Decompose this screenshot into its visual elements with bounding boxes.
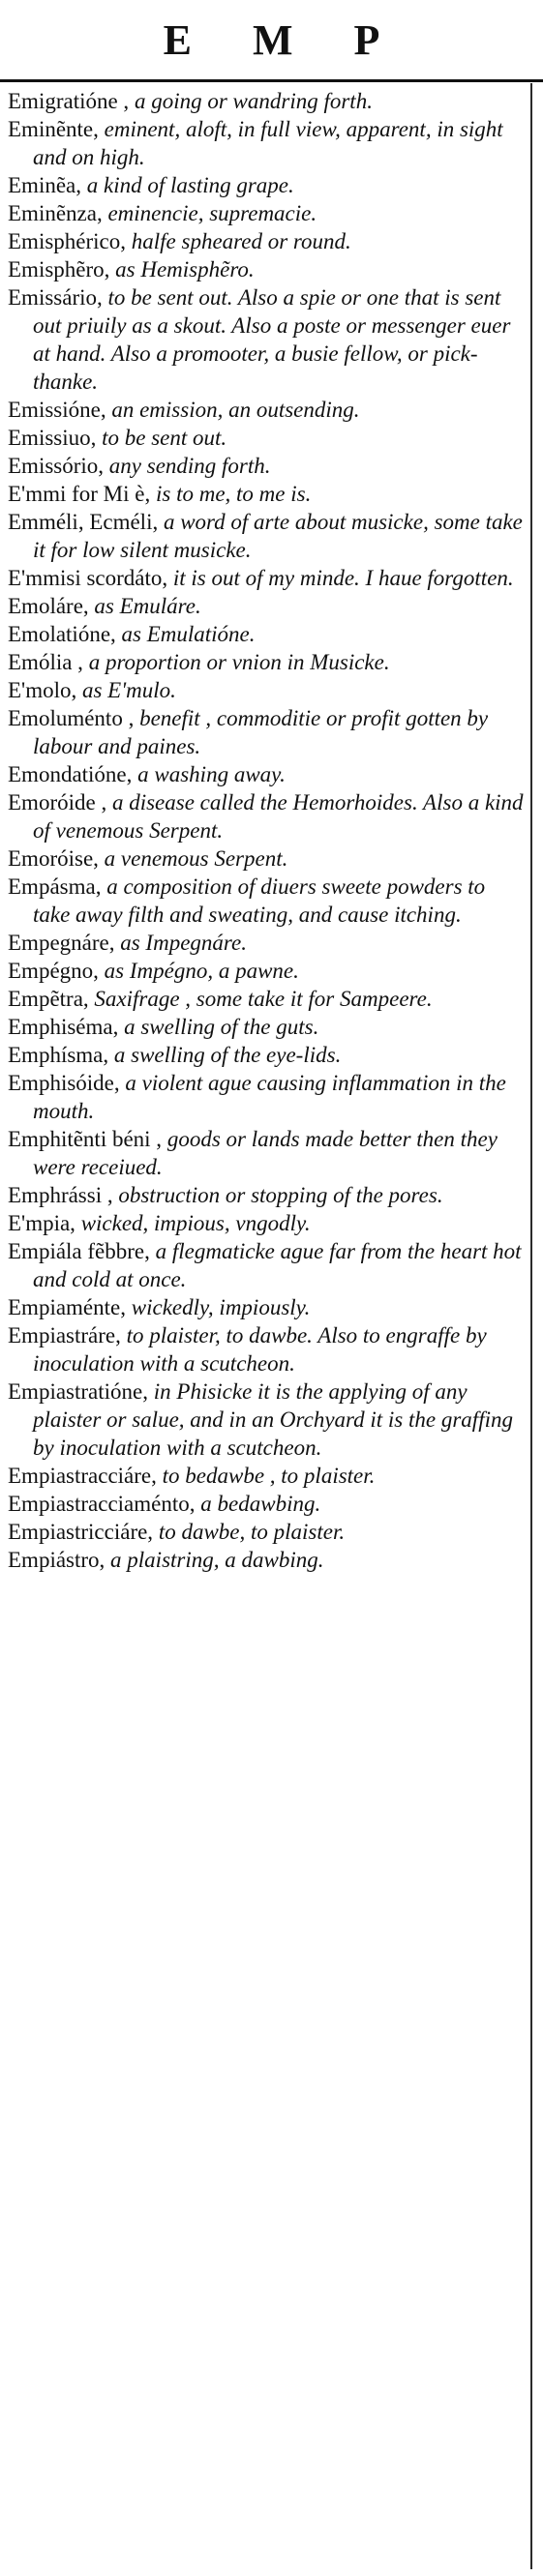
headword: Emphitẽnti béni , bbox=[8, 1127, 163, 1151]
headword: Empiastracciáre, bbox=[8, 1464, 157, 1488]
headword: E'molo, bbox=[8, 678, 77, 702]
entry-emolatione bbox=[8, 620, 525, 648]
headword: E'mmisi scordáto, bbox=[8, 566, 168, 590]
entry-emisphero bbox=[8, 255, 525, 283]
header-rule bbox=[0, 79, 543, 82]
definition: a plaistring, a dawbing. bbox=[105, 1548, 324, 1572]
entry-list bbox=[8, 87, 525, 1574]
entry-emissorio bbox=[8, 452, 525, 480]
definition: eminent, aloft, in full view, apparent, in sight and on high. bbox=[33, 117, 503, 169]
definition: it is out of my minde. I haue forgotten. bbox=[167, 566, 514, 590]
entry-eminea bbox=[8, 171, 525, 199]
headword: Emolatióne, bbox=[8, 622, 116, 646]
definition: a disease called the Hemorhoides. Also a kind of venemous Serpent. bbox=[33, 790, 524, 843]
entry-emolia bbox=[8, 648, 525, 676]
headword: Emméli, Ecméli, bbox=[8, 510, 159, 534]
entry-empegno bbox=[8, 957, 525, 985]
definition: as E'mulo. bbox=[76, 678, 176, 702]
headword: Empégno, bbox=[8, 959, 99, 983]
entry-emmeli bbox=[8, 508, 525, 564]
entry-eminenza bbox=[8, 199, 525, 227]
headword: Emphrássi , bbox=[8, 1183, 113, 1207]
definition: a going or wandring forth. bbox=[129, 89, 373, 113]
headword: Emoluménto , bbox=[8, 706, 135, 730]
headword: Emondatióne, bbox=[8, 762, 133, 786]
headword: Emissióne, bbox=[8, 398, 106, 422]
definition: to be sent out. bbox=[96, 426, 227, 450]
definition: a kind of lasting grape. bbox=[81, 173, 294, 197]
definition: eminencie, supremacie. bbox=[102, 201, 317, 225]
entry-empasma bbox=[8, 873, 525, 929]
definition: obstruction or stopping of the pores. bbox=[112, 1183, 443, 1207]
entry-emissario bbox=[8, 283, 525, 396]
definition: halfe spheared or round. bbox=[126, 229, 351, 253]
definition: in Phisicke it is the applying of any plaister or salue, and in an Orchyard it is the graffing by inoculation with a scutcheon. bbox=[33, 1379, 513, 1460]
definition: a word of arte about musicke, some take it for low silent musicke. bbox=[33, 510, 523, 562]
headword: Emisphẽro, bbox=[8, 257, 110, 281]
definition: wicked, impious, vngodly. bbox=[75, 1211, 311, 1235]
definition: a flegmaticke ague far from the heart hot and cold at once. bbox=[33, 1239, 522, 1291]
entry-emphisoide bbox=[8, 1069, 525, 1125]
definition: is to me, to me is. bbox=[150, 482, 312, 506]
definition: a swelling of the eye-lids. bbox=[108, 1043, 342, 1067]
headword: E'mpia, bbox=[8, 1211, 75, 1235]
headword: Empiastratióne, bbox=[8, 1379, 148, 1404]
headword: Emoláre, bbox=[8, 594, 89, 618]
headword: Emissário, bbox=[8, 285, 103, 310]
headword: Empiaménte, bbox=[8, 1295, 126, 1319]
entry-emoroise bbox=[8, 844, 525, 873]
headword: Empiastráre, bbox=[8, 1323, 121, 1347]
entry-empiastratione bbox=[8, 1377, 525, 1462]
entry-emphisma bbox=[8, 1041, 525, 1069]
headword: Eminẽnza, bbox=[8, 201, 103, 225]
headword: Empẽtra, bbox=[8, 987, 89, 1011]
headword: Emoróide , bbox=[8, 790, 107, 814]
definition: as Emuláre. bbox=[88, 594, 201, 618]
headword: Emphiséma, bbox=[8, 1015, 119, 1039]
entry-empegnare bbox=[8, 929, 525, 957]
definition: goods or lands made better then they were receiued. bbox=[33, 1127, 498, 1179]
headword: Empegnáre, bbox=[8, 931, 115, 955]
entry-emolo bbox=[8, 676, 525, 704]
entry-empiastricciare bbox=[8, 1518, 525, 1546]
entry-empiastracciamento bbox=[8, 1490, 525, 1518]
entry-emolumento bbox=[8, 704, 525, 760]
entry-empiastro bbox=[8, 1546, 525, 1574]
headword: E'mmi for Mi è, bbox=[8, 482, 151, 506]
headword: Empiastracciaménto, bbox=[8, 1492, 196, 1516]
entry-emoroide bbox=[8, 788, 525, 844]
headword: Eminẽa, bbox=[8, 173, 81, 197]
definition: to dawbe, to plaister. bbox=[153, 1520, 346, 1544]
definition: as Impegnáre. bbox=[114, 931, 247, 955]
entry-empetra bbox=[8, 985, 525, 1013]
definition: a bedawbing. bbox=[195, 1492, 321, 1516]
running-head: E M P bbox=[163, 16, 406, 64]
entry-emphrassi bbox=[8, 1181, 525, 1209]
headword: Empásma, bbox=[8, 874, 102, 899]
headword: Emigratióne , bbox=[8, 89, 130, 113]
entry-empiala-febbre bbox=[8, 1237, 525, 1293]
entry-emigratione bbox=[8, 87, 525, 115]
definition: Saxifrage , some take it for Sampeere. bbox=[88, 987, 433, 1011]
headword: Emisphérico, bbox=[8, 229, 126, 253]
headword: Emoróise, bbox=[8, 846, 99, 871]
definition: a composition of diuers sweete powders to take away filth and sweating, and cause itching. bbox=[33, 874, 486, 927]
headword: Emphisóide, bbox=[8, 1071, 120, 1095]
headword: Empiála fẽbbre, bbox=[8, 1239, 150, 1263]
definition: a proportion or vnion in Musicke. bbox=[82, 650, 390, 674]
headword: Emphísma, bbox=[8, 1043, 109, 1067]
entry-empiastrare bbox=[8, 1321, 525, 1377]
definition: to bedawbe , to plaister. bbox=[156, 1464, 376, 1488]
entry-emmisi-scordato bbox=[8, 564, 525, 592]
definition: a venemous Serpent. bbox=[98, 846, 288, 871]
entry-emolare bbox=[8, 592, 525, 620]
definition: as Emulatióne. bbox=[115, 622, 256, 646]
definition: a swelling of the guts. bbox=[118, 1015, 319, 1039]
entry-empiastracciare bbox=[8, 1462, 525, 1490]
definition: an emission, an outsending. bbox=[106, 398, 360, 422]
definition: to plaister, to dawbe. Also to engraffe by inoculation with a scutcheon. bbox=[33, 1323, 487, 1376]
entry-emissione bbox=[8, 396, 525, 424]
entry-emondatione bbox=[8, 760, 525, 788]
entry-eminente bbox=[8, 115, 525, 171]
entry-empia bbox=[8, 1209, 525, 1237]
headword: Emólia , bbox=[8, 650, 83, 674]
definition: any sending forth. bbox=[104, 454, 271, 478]
definition: a washing away. bbox=[132, 762, 286, 786]
entry-emissiuo bbox=[8, 424, 525, 452]
headword: Empiástro, bbox=[8, 1548, 106, 1572]
entry-emmi bbox=[8, 480, 525, 508]
headword: Emissório, bbox=[8, 454, 105, 478]
definition: wickedly, impiously. bbox=[126, 1295, 311, 1319]
headword: Eminẽnte, bbox=[8, 117, 99, 141]
headword: Empiastricciáre, bbox=[8, 1520, 154, 1544]
entry-empiamente bbox=[8, 1293, 525, 1321]
definition: as Hemisphẽro. bbox=[109, 257, 255, 281]
definition: as Impégno, a pawne. bbox=[98, 959, 299, 983]
entry-emphisema bbox=[8, 1013, 525, 1041]
definition: benefit , commoditie or profit gotten by labour and paines. bbox=[33, 706, 489, 758]
headword: Emissiuo, bbox=[8, 426, 97, 450]
definition: a violent ague causing inflammation in the mouth. bbox=[33, 1071, 506, 1123]
entry-emispherico bbox=[8, 227, 525, 255]
column-rule bbox=[530, 83, 532, 2569]
definition: to be sent out. Also a spie or one that is sent out priuily as a skout. Also a poste or messenger euer at hand. Also a promooter, a busie fellow, or pick-thanke. bbox=[33, 285, 511, 394]
entry-emphitenti-beni bbox=[8, 1125, 525, 1181]
page-header bbox=[0, 0, 543, 77]
